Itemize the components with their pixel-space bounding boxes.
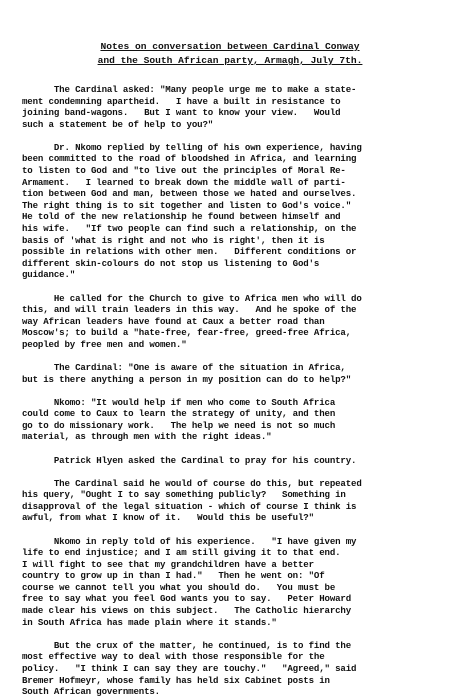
text-line: Moscow's; to build a "hate-free, fear-free, greed-free Africa, <box>22 327 352 339</box>
text-line: this, and will train leaders in this way. And he spoke of the <box>22 304 357 316</box>
text-line: The Cardinal said he would of course do this, but repeated <box>22 477 362 489</box>
text-line: Armament. I learned to break down the middle wall of parti- <box>22 176 346 188</box>
text-line: course we cannot tell you what you should do. You must be <box>22 581 336 593</box>
text-line: go to do missionary work. The help we need is not so much <box>22 419 336 431</box>
document-body <box>22 84 438 698</box>
paragraph <box>22 84 438 130</box>
text-line: basis of 'what is right and not who is right', then it is <box>22 234 325 246</box>
title-line-2: and the South African party, Armagh, July 7th. <box>97 55 363 66</box>
text-line: his query, "Ought I to say something publicly? Something in <box>22 489 346 501</box>
text-line: Nkomo in reply told of his experience. "I have given my <box>22 535 357 547</box>
text-line: material, as through men with the right ideas." <box>22 431 272 443</box>
text-line: his wife. "If two people can find such a relationship, on the <box>22 223 357 235</box>
text-line: to listen to God and "to live out the principles of Moral Re- <box>22 165 346 177</box>
text-line: The Cardinal asked: "Many people urge me to make a state- <box>22 84 357 95</box>
text-line: But the crux of the matter, he continued, is to find the <box>22 639 352 651</box>
paragraph <box>22 362 438 385</box>
text-line: been committed to the road of bloodshed in Africa, and learning <box>22 153 357 165</box>
text-line: South African governments. <box>22 686 160 698</box>
text-line: Bremer Hofmeyr, whose family has held six Cabinet posts in <box>22 674 330 686</box>
paragraph <box>22 640 438 698</box>
text-line: life to end injustice; and I am still giving it to that end. <box>22 547 341 559</box>
paragraph <box>22 478 438 524</box>
text-line: Patrick Hlyen asked the Cardinal to pray for his country. <box>22 454 357 466</box>
text-line: peopled by free men and women." <box>22 338 187 350</box>
text-line: The Cardinal: "One is aware of the situation in Africa, <box>22 361 346 373</box>
text-line: disapproval of the legal situation - which of course I think is <box>22 500 357 512</box>
paragraph <box>22 455 438 467</box>
text-line: ment condemning apartheid. I have a built in resistance to <box>22 95 341 107</box>
document-title <box>22 40 438 68</box>
text-line: possible in relations with other men. Different conditions or <box>22 246 357 258</box>
text-line: such a statement be of help to you?" <box>22 118 214 130</box>
text-line: Dr. Nkomo replied by telling of his own experience, having <box>22 141 362 153</box>
paragraph <box>22 397 438 443</box>
text-line: policy. "I think I can say they are touchy." "Agreed," said <box>22 662 357 674</box>
text-line: in South Africa has made plain where it stands." <box>22 616 277 628</box>
text-line: I will fight to see that my grandchildren have a better <box>22 558 314 570</box>
text-line: way African leaders have found at Caux a better road than <box>22 315 325 327</box>
text-line: joining band-wagons. But I want to know your view. Would <box>22 107 341 119</box>
text-line: country to grow up in than I had." Then he went on: "Of <box>22 570 325 582</box>
text-line: different skin-colours do not stop us listening to God's <box>22 257 320 269</box>
text-line: made clear his views on this subject. The Catholic hierarchy <box>22 605 352 617</box>
text-line: The right thing is to sit together and listen to God's voice." <box>22 199 352 211</box>
paragraph <box>22 293 438 351</box>
text-line: awful, from what I know of it. Would this be useful?" <box>22 512 314 524</box>
paragraph <box>22 142 438 281</box>
paragraph <box>22 536 438 629</box>
text-line: He told of the new relationship he found between himself and <box>22 211 341 223</box>
title-line-1: Notes on conversation between Cardinal Conway <box>100 41 360 52</box>
text-line: guidance." <box>22 269 76 281</box>
text-line: free to say what you feel God wants you to say. Peter Howard <box>22 593 352 605</box>
text-line: He called for the Church to give to Africa men who will do <box>22 292 362 304</box>
text-line: most effective way to deal with those responsible for the <box>22 651 325 663</box>
text-line: could come to Caux to learn the strategy of unity, and then <box>22 408 336 420</box>
text-line: Nkomo: "It would help if men who come to South Africa <box>22 396 336 408</box>
text-line: tion between God and man, between those we hated and ourselves. <box>22 188 357 200</box>
text-line: but is there anything a person in my position can do to help?" <box>22 373 352 385</box>
